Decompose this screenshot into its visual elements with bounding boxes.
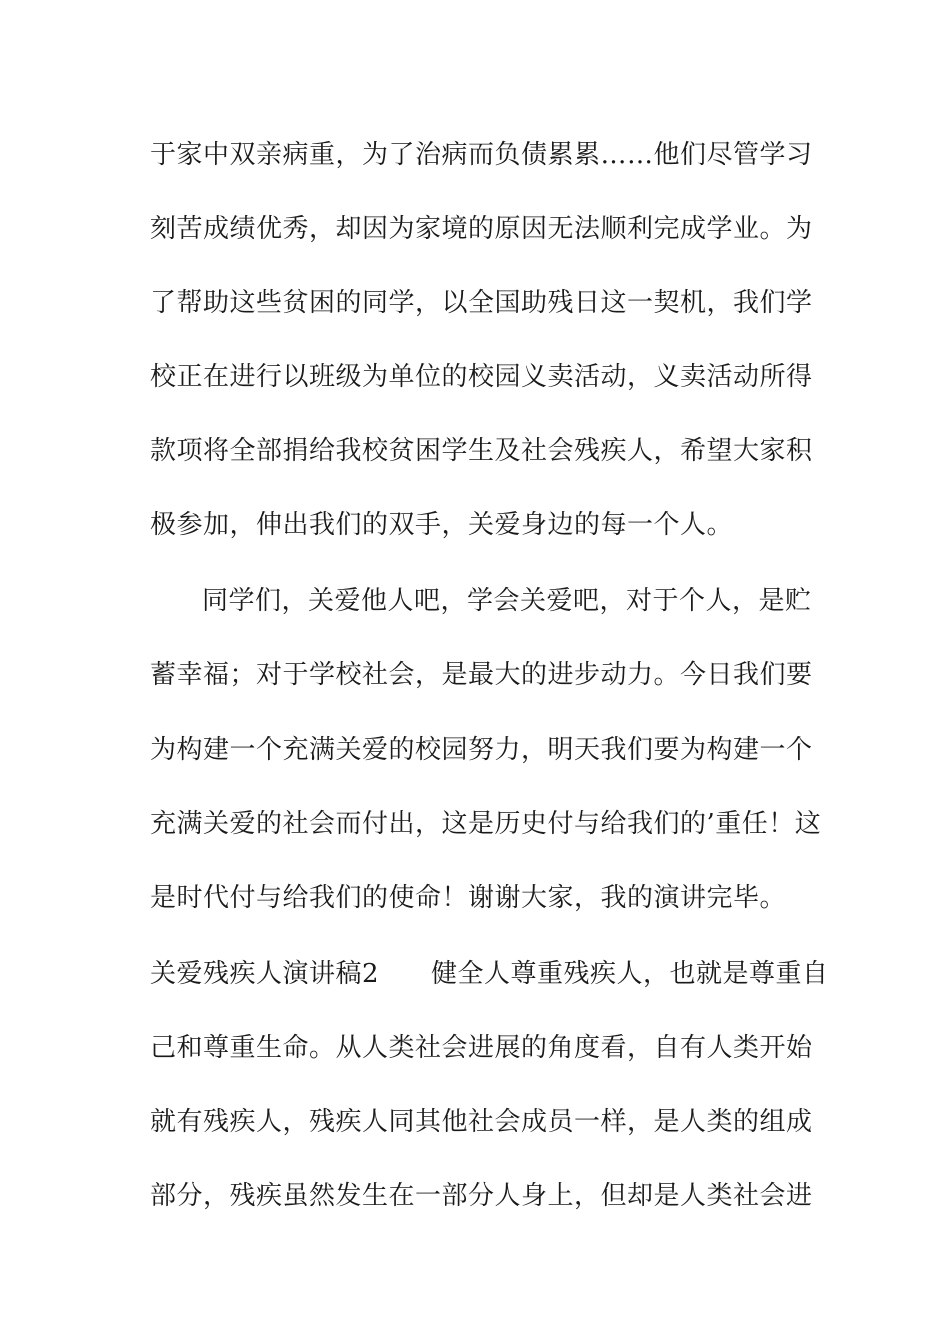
text-line: 蓄幸福；对于学校社会，是最大的进步动力。今日我们要	[150, 660, 813, 690]
heading-line	[150, 957, 829, 991]
text-line: 同学们，关爱他人吧，学会关爱吧，对于个人，是贮	[202, 586, 812, 616]
text-line: 了帮助这些贫困的同学，以全国助残日这一契机，我们学	[150, 288, 813, 318]
text-line: 部分，残疾虽然发生在一部分人身上，但却是人类社会进	[150, 1181, 813, 1211]
text-line: 极参加，伸出我们的双手，关爱身边的每一个人。	[150, 510, 734, 540]
text-line: 己和尊重生命。从人类社会进展的角度看，自有人类开始	[150, 1033, 813, 1063]
text-line: 于家中双亲病重，为了治病而负债累累……他们尽管学习	[150, 140, 813, 170]
section-heading: 关爱残疾人演讲稿2	[150, 959, 380, 989]
text-line: 为构建一个充满关爱的校园努力，明天我们要为构建一个	[150, 735, 813, 765]
text-line: 款项将全部捐给我校贫困学生及社会残疾人，希望大家积	[150, 436, 813, 466]
text-line: 就有残疾人，残疾人同其他社会成员一样，是人类的组成	[150, 1107, 813, 1137]
text-line: 校正在进行以班级为单位的校园义卖活动，义卖活动所得	[150, 362, 813, 392]
text-line: 刻苦成绩优秀，却因为家境的原因无法顺利完成学业。为	[150, 214, 813, 244]
text-line: 是时代付与给我们的使命！谢谢大家，我的演讲完毕。	[150, 883, 787, 913]
text-line: 健全人尊重残疾人，也就是尊重自	[431, 959, 829, 989]
text-line: 充满关爱的社会而付出，这是历史付与给我们的’重任！这	[150, 809, 822, 839]
